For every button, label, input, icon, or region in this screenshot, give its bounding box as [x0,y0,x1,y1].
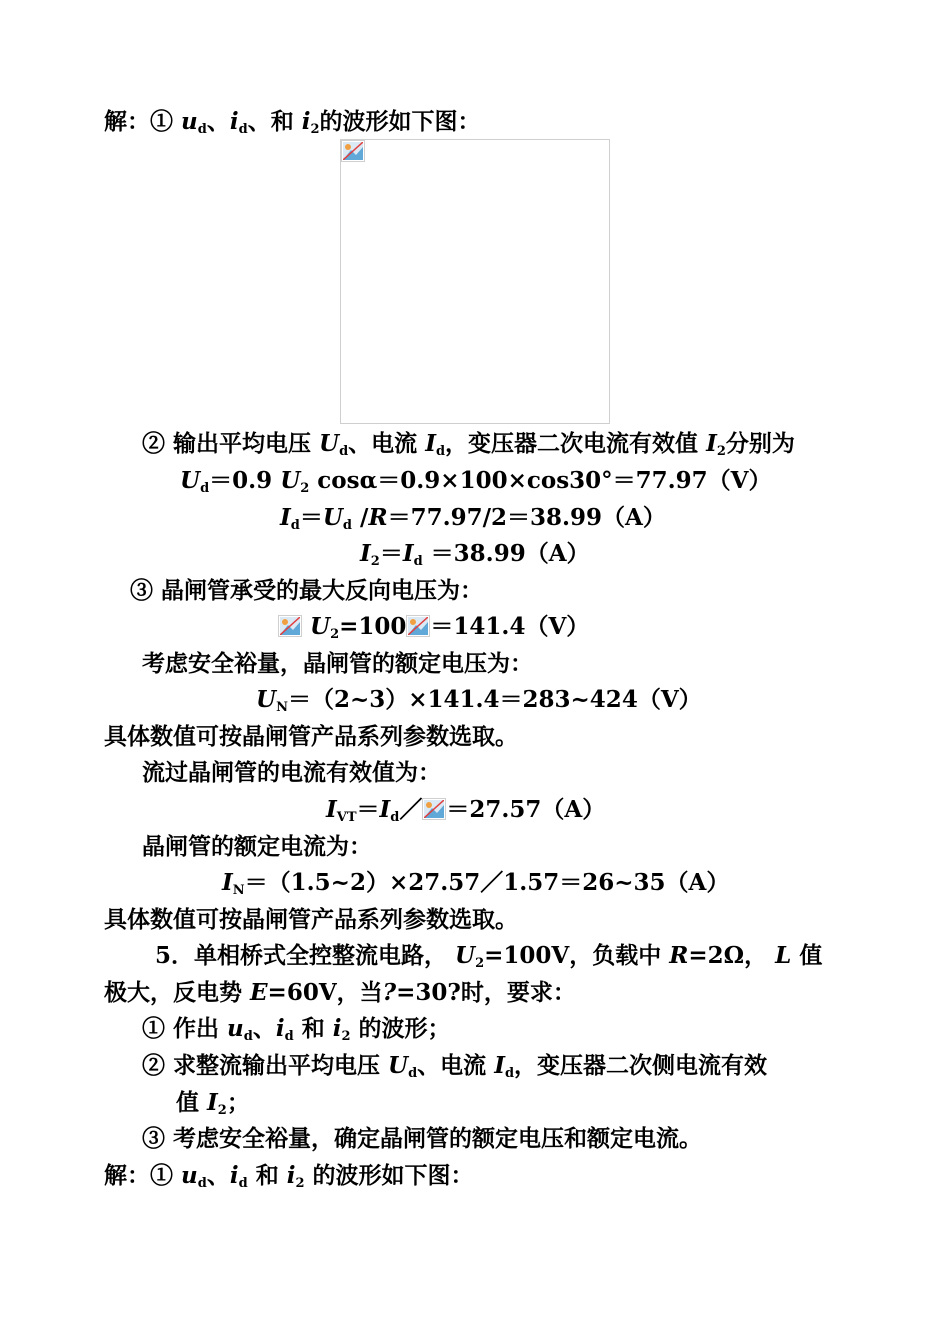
requirement-2-line-1: ② 求整流输出平均电压 $U_d$、电流 $I_d$，变压器二次侧电流有效 [142,1052,768,1081]
problem-5-line-2: 极大，反电势 E=60V，当?=30?时，要求： [104,979,576,1006]
solution-heading-1: 解：① $u_d$、$i_d$、和 $i_2$的波形如下图： [104,108,481,137]
requirement-3: ③ 考虑安全裕量，确定晶闸管的额定电压和额定电流。 [142,1125,703,1152]
max-reverse-voltage-heading: ③ 晶闸管承受的最大反向电压为： [130,577,484,604]
equation-id: $I_d=U_d$ /R＝77.97/2＝38.99（A） [280,504,666,533]
equation-i2: $I_2=I_d =38.99(A)$ [360,540,590,569]
sqrt2-image-icon [422,798,446,820]
sqrt2-image-icon [406,615,430,637]
equation-un: $U_N=(2\sim 3)\times 141.4=283\sim 424(V)$ [256,686,702,715]
rated-current-heading: 晶闸管的额定电流为： [142,833,372,860]
thyristor-rms-current-heading: 流过晶闸管的电流有效值为： [142,759,441,786]
formula-image-icon [278,615,302,637]
selection-note-1: 具体数值可按晶闸管产品系列参数选取。 [104,723,518,750]
equation-reverse-voltage: $U_2=100$ ＝141.4（V） [278,612,589,650]
rated-voltage-heading: 考虑安全裕量，晶闸管的额定电压为： [142,650,533,677]
problem-5-line-1: 5．单相桥式全控整流电路， $U_2=100V$，负载中 R=2Ω， L 值 [155,942,823,971]
equation-ud: $U_d=0.9$ $U_2$ cosα＝0.9×100×cos30°＝77.97（V） [180,467,772,496]
requirement-1: ① 作出 $u_d$、$i_d$ 和 $i_2$ 的波形； [142,1015,451,1044]
broken-image-icon [341,140,365,162]
waveform-image-placeholder [340,139,610,424]
selection-note-2: 具体数值可按晶闸管产品系列参数选取。 [104,906,518,933]
output-values-intro: ② 输出平均电压 $U_d$、电流 $I_d$，变压器二次电流有效值 $I_2$分别为 [142,430,795,459]
solution-heading-2: 解：① $u_d$、$i_d$ 和 $i_2$ 的波形如下图： [104,1162,474,1191]
equation-in: $I_N=(1.5\sim 2)\times 27.57/1.57=26\sim 35(A)$ [222,869,730,898]
requirement-2-line-2: 值 $I_2$； [176,1089,250,1118]
equation-ivt: $I_{VT}=I_d/$ ＝27.57（A） [326,796,606,825]
